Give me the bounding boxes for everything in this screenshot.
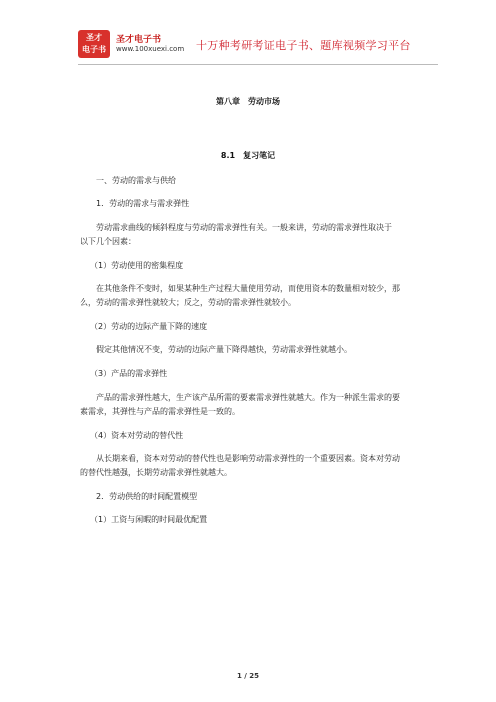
item-heading: （4）资本对劳动的替代性: [90, 431, 184, 440]
chapter-title: 第八章 劳动市场: [216, 97, 280, 106]
subheading-1: 1．劳动的需求与需求弹性: [96, 199, 190, 208]
paragraph-line: 么，劳动的需求弹性就较大；反之，劳动的需求弹性就较小。: [80, 298, 296, 307]
item-heading: （3）产品的需求弹性: [90, 369, 168, 378]
subheading-2: 2．劳动供给的时间配置模型: [96, 492, 198, 501]
item-heading: （1）工资与闲暇的时间最优配置: [90, 515, 208, 524]
paragraph-line: 假定其他情况不变，劳动的边际产量下降得越快，劳动需求弹性就越小。: [96, 345, 352, 354]
page-number: 1 / 25: [236, 672, 260, 680]
paragraph-line: 从长期来看，资本对劳动的替代性也是影响劳动需求弹性的一个重要因素。资本对劳动: [96, 454, 400, 463]
paragraph-line: 以下几个因素：: [80, 237, 136, 246]
paragraph-line: 产品的需求弹性越大，生产该产品所需的要素需求弹性就越大。作为一种派生需求的要: [96, 393, 400, 402]
item-heading: （2）劳动的边际产量下降的速度: [90, 322, 208, 331]
logo: 圣才 电子书: [78, 30, 110, 58]
paragraph-line: 素需求，其弹性与产品的需求弹性是一致的。: [80, 407, 240, 416]
paragraph-line: 的替代性越强，长期劳动需求弹性就越大。: [80, 468, 232, 477]
header-slogan: 十万种考研考证电子书、题库视频学习平台: [196, 39, 411, 52]
paragraph-line: 劳动需求曲线的倾斜程度与劳动的需求弹性有关。一般来讲，劳动的需求弹性取决于: [96, 223, 392, 232]
brand-name: 圣才电子书: [116, 35, 162, 45]
brand-url[interactable]: www.100xuexi.com: [116, 45, 185, 53]
heading-1: 一、劳动的需求与供给: [96, 176, 176, 185]
section-title: 8.1 复习笔记: [220, 151, 276, 160]
paragraph-line: 在其他条件不变时，如果某种生产过程大量使用劳动，而使用资本的数量相对较少，那: [96, 284, 400, 293]
item-heading: （1）劳动使用的密集程度: [90, 261, 184, 270]
